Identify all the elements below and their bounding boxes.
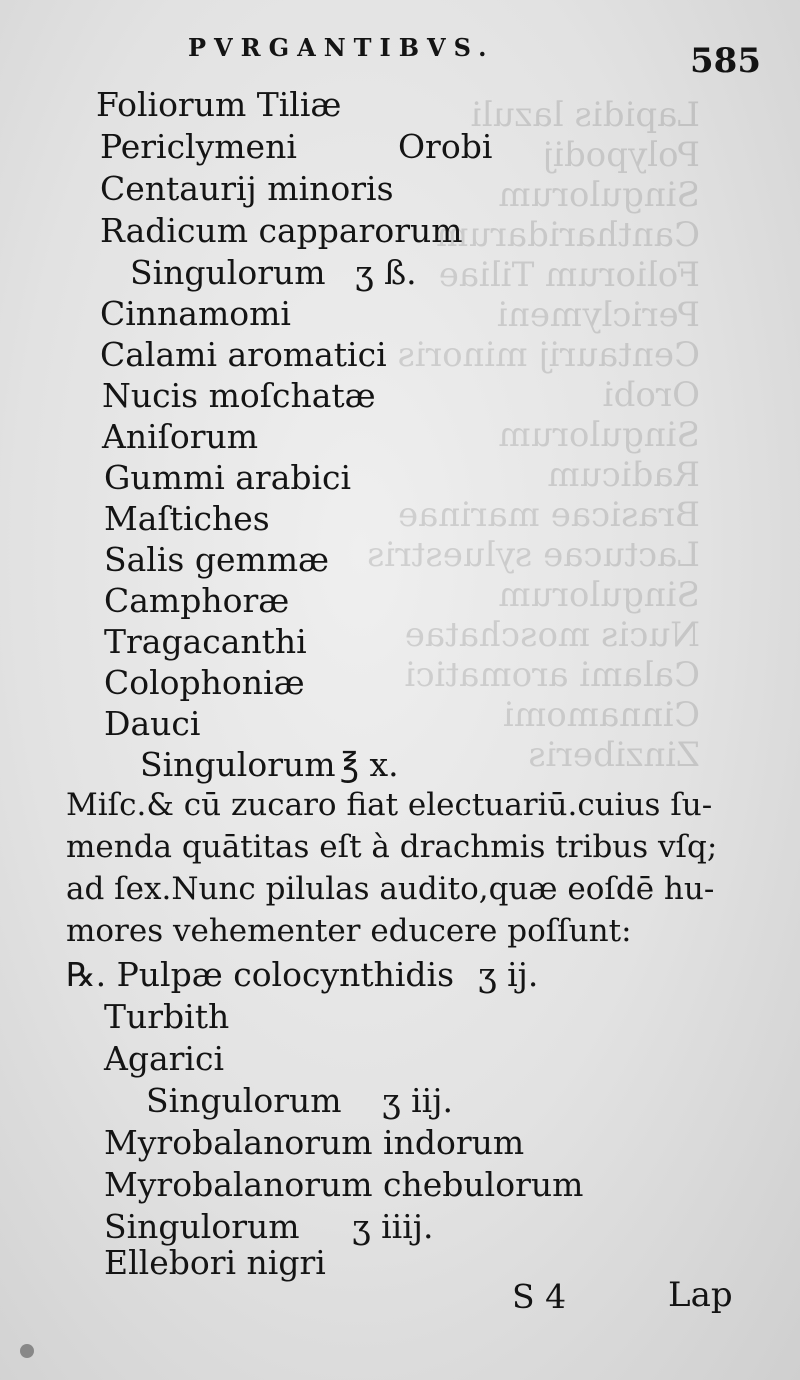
dose-label: Singulorum: [140, 745, 336, 784]
ingredient-line: Gummi arabici: [104, 458, 352, 497]
paragraph-line: ad ſex.Nunc pilulas audito,quæ eoſdē hu-: [66, 871, 715, 907]
ingredient-line: Maſtiches: [104, 499, 270, 538]
ingredient-line: Foliorum Tiliæ: [96, 85, 342, 124]
ingredient-line: Aniſorum: [102, 417, 259, 456]
bleed-line: Radicum: [547, 455, 700, 495]
bleed-line: Cantharidarum: [436, 215, 700, 255]
dose-amount: ʒ ij.: [478, 955, 539, 994]
bleed-line: Calami aromatici: [404, 655, 700, 695]
paragraph-line: mores vehementer educere poſſunt:: [66, 913, 632, 949]
paragraph-line: Miſc.& cū zucaro fiat electuariū.cuius ſu-: [66, 787, 713, 823]
bleed-line: Lactucae syluestris: [367, 535, 700, 575]
bleed-line: Singulorum: [498, 415, 700, 455]
ingredient-line: Turbith: [104, 997, 230, 1036]
ingredient-line: Nucis moſchatæ: [102, 376, 376, 415]
ingredient-line: Ellebori nigri: [104, 1243, 326, 1282]
bleed-line: Singulorum: [498, 175, 700, 215]
ingredient-line: Radicum capparorum: [100, 211, 463, 250]
ingredient-line: Myrobalanorum indorum: [104, 1123, 525, 1162]
bleed-line: Lapidis lazuli: [470, 95, 700, 135]
ingredient-line: Dauci: [104, 704, 201, 743]
ingredient-line: Agarici: [104, 1039, 224, 1078]
dose-amount: ℥ x.: [340, 745, 399, 784]
ingredient-line: Cinnamomi: [100, 294, 291, 333]
paragraph-line: menda quātitas eſt à drachmis tribus vſq;: [66, 829, 718, 865]
specimen-dot: [20, 1344, 34, 1358]
dose-amount: ʒ ß.: [355, 253, 417, 292]
ingredient-line: Myrobalanorum chebulorum: [104, 1165, 584, 1204]
dose-label: Singulorum: [104, 1207, 300, 1246]
catchword: Lap: [668, 1275, 733, 1315]
running-header: PVRGANTIBVS.: [188, 33, 495, 62]
recipe-line: ℞. Pulpæ colocynthidis: [66, 955, 455, 994]
bleed-line: Polypodij: [542, 135, 700, 175]
bleed-line: Nucis moschatae: [404, 615, 700, 655]
ingredient-line: Colophoniæ: [104, 663, 305, 702]
bleed-line: Singulorum: [498, 575, 700, 615]
dose-label: Singulorum: [146, 1081, 342, 1120]
ingredient-line: Tragacanthi: [104, 622, 307, 661]
dose-label: Singulorum: [130, 253, 326, 292]
dose-amount: ʒ iiij.: [352, 1207, 434, 1246]
ingredient-line: Salis gemmæ: [104, 540, 330, 579]
ingredient-line: Periclymeni: [100, 127, 297, 166]
page-number: 585: [690, 41, 761, 81]
ingredient-line: Orobi: [398, 127, 493, 166]
bleed-line: Foliorum Tiliae: [438, 255, 700, 295]
ingredient-line: Calami aromatici: [100, 335, 387, 374]
signature-mark: S 4: [512, 1277, 567, 1316]
ingredient-line: Centaurij minoris: [100, 169, 394, 208]
bleed-line: Centaurij minoris: [397, 335, 700, 375]
bleed-line: Cinnamomi: [503, 695, 700, 735]
bleed-line: Zinziberis: [528, 735, 700, 775]
bleed-line: Brasicae marinae: [398, 495, 700, 535]
ingredient-line: Camphoræ: [104, 581, 290, 620]
bleed-line: Periclymeni: [497, 295, 700, 335]
dose-amount: ʒ iij.: [382, 1081, 453, 1120]
bleed-line: Orobi: [602, 375, 700, 415]
